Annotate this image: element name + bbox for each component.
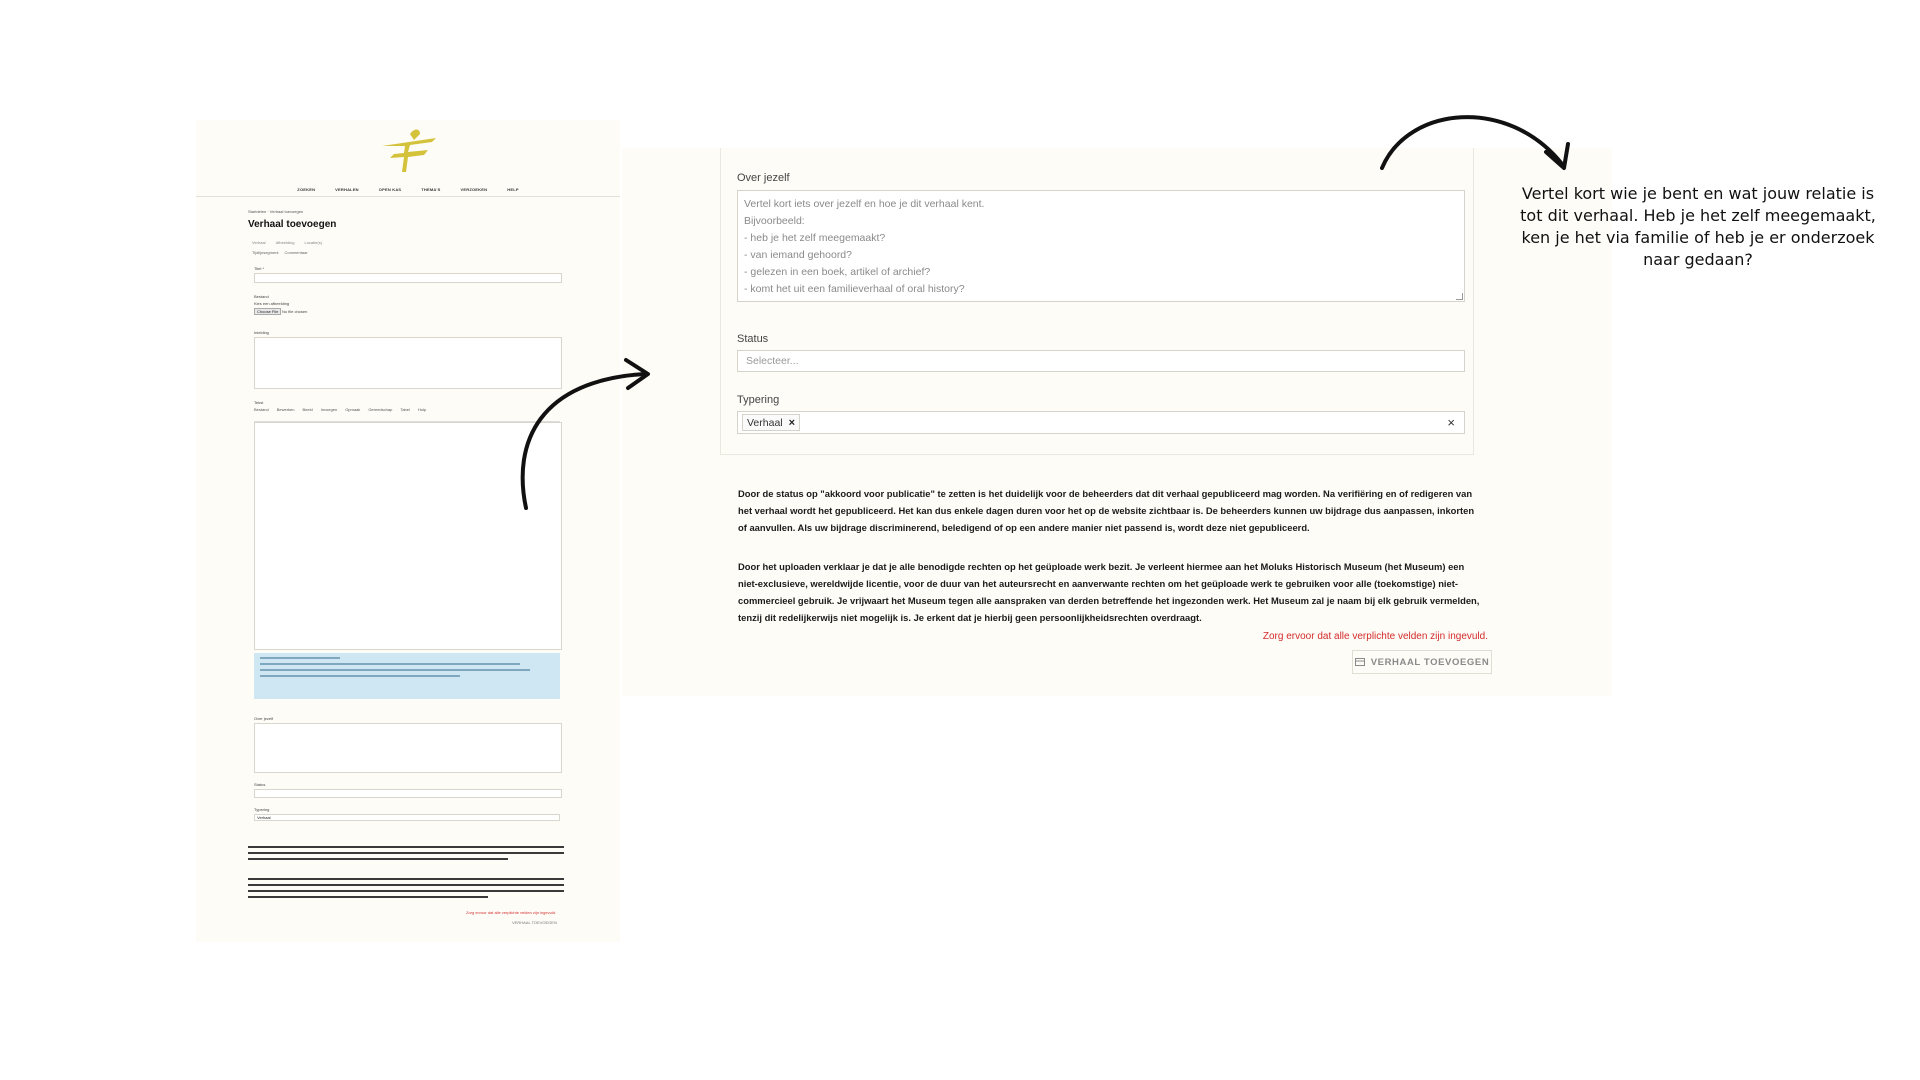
tab-verhaal[interactable]: Verhaal [252,240,266,245]
tab-tijdlijn[interactable]: Tijdlijnsegment [252,250,279,255]
nav-item[interactable]: OPEN KAS [378,186,402,192]
save-icon [1355,658,1365,666]
inleiding-label: Inleiding [254,330,269,335]
bestand-hint: Kies een afbeelding [254,301,290,306]
editor-menu-item[interactable]: Bewerken [276,407,295,412]
publication-notice: Door de status op "akkoord voor publicatie" te zetten is het duidelijk voor de beheerders dat dit verhaal gepubliceerd mag worden. Na verifiëring en of redigeren van het verhaal wordt het gepubliceerd. Het kan dus enkele dagen duren voor het op de website zichtbaar is. De beheerders kunnen uw bijdrage dus aanpassen, inkorten of aanvullen. Als uw bijdrage discriminerend, beledigend of op een andere manier niet passend is, wordt deze niet gepubliceerd. [738,488,1475,533]
page-title: Verhaal toevoegen [248,219,337,230]
nav-item[interactable]: ZOEKEN [297,186,316,192]
editor-menu-item[interactable]: Bestand [254,407,269,412]
typering-select[interactable] [737,411,1465,434]
placeholder-line: - heb je het zelf meegemaakt? [744,232,886,244]
arrow-icon [510,352,660,522]
typering-select-small[interactable]: Verhaal [254,814,560,821]
tab-afbeelding[interactable]: Afbeelding [275,240,295,245]
rights-notice: Door het uploaden verklaar je dat je alle benodigde rechten op het geüploade werk bezit. Je verleent hiermee aan het Moluks Historisch Museum (het Museum) een niet-exclusieve, wereldwijde licentie, voor de duur van het auteursrecht en aanverwante rechten om het geüploade werk te gebruiken voor alle (toekomstige) niet-commercieel gebruik. Je vrijwaart het Museum tegen alle aanspraken van derden betreffende het ingezonden werk. Het Museum zal je naam bij elk gebruik vermelden, tenzij dit redelijkerwijs niet mogelijk is. Je erkent dat je hierbij geen persoonlijkheidsrechten overdraagt. [738,561,1480,623]
tab-locaties[interactable]: Locatie(s) [304,240,323,245]
editor-menu-item[interactable]: Gereedschap [368,407,393,412]
status-select[interactable]: Selecteer... [737,350,1465,372]
editor-menu-item[interactable]: Tabel [400,407,410,412]
editor-menu-item[interactable]: Invoegen [320,407,338,412]
titel-input[interactable] [254,273,562,283]
required-warning-small: Zorg ervoor dat alle verplichte velden zijn ingevuld. [466,910,557,915]
remove-tag-icon[interactable]: × [788,416,796,429]
over-jezelf-label: Over jezelf [737,172,790,184]
main-nav [196,182,620,197]
page-thumbnail [196,120,620,942]
over-textarea-small[interactable] [254,723,562,773]
callout-text: Vertel kort wie je bent en wat jouw relatie is tot dit verhaal. Heb je het zelf meegemaakt, ken je het via familie of heb je er onderzoek naar gedaan? [1520,184,1876,269]
placeholder-line: - van iemand gehoord? [744,249,852,261]
zoomed-form [622,148,1612,696]
logo-icon [380,128,438,176]
editor-menu-item[interactable]: Hulp [417,407,427,412]
form-card [720,148,1474,455]
placeholder-line: Vertel kort iets over jezelf en hoe je dit verhaal kent. [744,198,985,210]
over-label-small: Over jezelf [254,716,274,721]
clear-selection-icon[interactable]: × [1447,415,1455,430]
notice-paragraph-2-small [248,878,564,902]
editor-menu-item[interactable]: Beeld [302,407,313,412]
required-warning: Zorg ervoor dat alle verplichte velden zijn ingevuld. [1262,631,1488,642]
over-jezelf-textarea[interactable] [737,190,1465,302]
notice-paragraph-1-small [248,846,564,864]
info-message [254,653,560,699]
typering-label-small: Typering [254,807,270,812]
bestand-label: Bestand [254,294,269,299]
titel-label: Titel * [254,266,265,271]
editor-menu-item[interactable]: Opmaak [345,407,361,412]
status-select-small[interactable] [254,789,562,798]
status-label: Status [737,333,769,345]
choose-file-button[interactable]: Choose File [254,308,281,315]
file-status: No file chosen [282,309,308,314]
resize-handle[interactable] [1456,293,1463,300]
arrow-icon [1378,102,1578,182]
form-subtabs [252,250,308,255]
form-tabs [252,240,322,245]
tab-commentaar[interactable]: Commentaar [284,250,308,255]
typering-tag [742,414,800,431]
typering-tag-label: Verhaal [747,416,783,429]
placeholder-line: Bijvoorbeeld: [744,215,805,227]
placeholder-line: - komt het uit een familieverhaal of oral history? [744,283,965,295]
status-label-small: Status [254,782,266,787]
tekst-label: Tekst [254,400,264,405]
breadcrumb: Startdelen · Verhaal toevoegen [248,209,304,214]
nav-item[interactable]: THEMA'S [421,186,441,192]
nav-item[interactable]: VERHALEN [335,186,359,192]
submit-button-label: VERHAAL TOEVOEGEN [1370,656,1490,668]
nav-item[interactable]: VERZOEKEN [460,186,488,192]
nav-item[interactable]: HELP [507,186,519,192]
typering-label: Typering [737,394,780,406]
submit-button[interactable] [1352,650,1492,674]
placeholder-line: - gelezen in een boek, artikel of archief? [744,266,931,278]
submit-button-small[interactable]: VERHAAL TOEVOEGEN [512,920,557,925]
